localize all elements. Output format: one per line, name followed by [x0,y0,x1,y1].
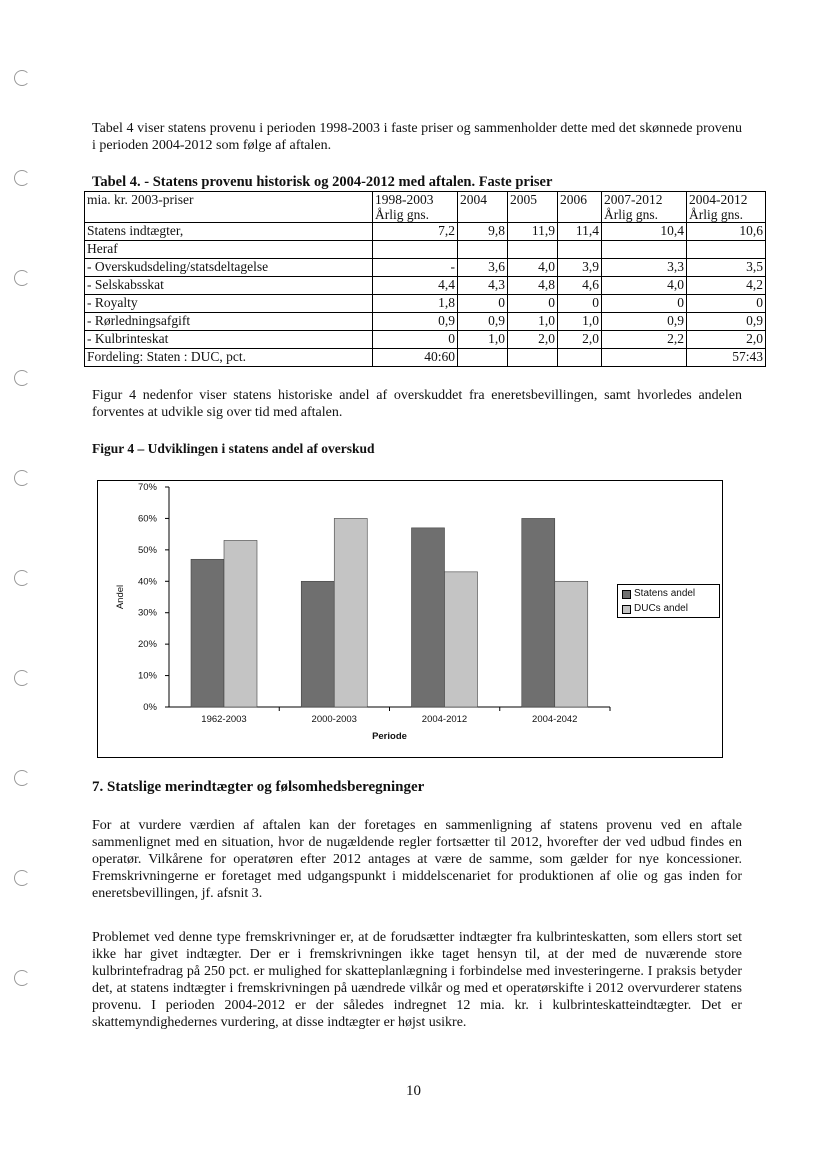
table-cell: 9,8 [458,223,508,241]
bar-ducs-andel [445,572,478,707]
table-cell [508,241,558,259]
table-row [85,331,766,349]
table-cell: 0,9 [373,313,458,331]
legend-swatch-statens [622,590,631,599]
table-cell: 3,3 [602,259,687,277]
paragraph-4: Problemet ved denne type fremskrivninger er, at de forudsætter indtægter fra kulbrinteskatten, som ellers stort set ikke har givet indtægter. Der er i fremskrivningen ikke taget hensyn til, at der med de nuværende store kulbrintefradrag på 250 pct. er mulighed for skatteplanlægning i forbindelse med investeringerne. I praksis betyder det, at statens indtægter i fremskrivningen på uændrede vilkår og med et operatørskifte i 2012 overvurderer statens provenu. I perioden 2004-2012 er der således indregnet 12 mia. kr. i kulbrinteskatteindtægter. Det er skattemyndighedernes vurdering, at disse indtægter er højst usikre. [92,930,742,1030]
y-tick-label: 20% [137,639,157,651]
section-heading: 7. Statslige merindtægter og følsomhedsberegninger [92,779,425,795]
y-tick-label: 60% [137,513,157,525]
bar-statens-andel [522,518,555,707]
table-cell [558,349,602,367]
legend-item [622,603,719,615]
table-cell [687,241,766,259]
bar-ducs-andel [334,518,367,707]
page-number: 10 [406,1083,421,1099]
header-cell: mia. kr. 2003-priser [85,192,373,223]
table-cell: 4,0 [508,259,558,277]
table-cell: 3,9 [558,259,602,277]
y-axis-title: Andel [115,584,126,610]
table-cell [508,349,558,367]
table-cell: 1,0 [558,313,602,331]
y-tick-label: 40% [137,576,157,588]
row-label: - Kulbrinteskat [85,331,373,349]
table-cell: 40:60 [373,349,458,367]
table-cell [458,241,508,259]
row-label: Fordeling: Staten : DUC, pct. [85,349,373,367]
table-cell: 2,2 [602,331,687,349]
header-line: Årlig gns. [689,207,743,222]
header-line: 2007-2012 [604,192,663,207]
table-cell: 0 [687,295,766,313]
table-cell: 0,9 [458,313,508,331]
table-cell: 0 [602,295,687,313]
header-line: Årlig gns. [375,207,429,222]
table-cell: 7,2 [373,223,458,241]
header-cell [687,192,766,223]
table-cell: 2,0 [508,331,558,349]
table-cell: 0 [508,295,558,313]
intro-paragraph: Tabel 4 viser statens provenu i perioden 1998-2003 i faste priser og sammenholder dette med det skønnede provenu i perioden 2004-2012 som følge af aftalen. [92,121,742,153]
table-cell: 3,6 [458,259,508,277]
legend-label: DUCs andel [634,603,688,614]
table-row [85,259,766,277]
table-cell: 0,9 [687,313,766,331]
bar-ducs-andel [555,581,588,707]
table-title: Tabel 4. - Statens provenu historisk og 2004-2012 med aftalen. Faste priser [92,174,553,190]
y-tick-label: 70% [137,482,157,493]
legend-label: Statens andel [634,588,696,599]
table-header-row [85,192,766,223]
x-tick-label: 2004-2012 [421,714,468,725]
table-cell: 4,4 [373,277,458,295]
header-cell: 2006 [558,192,602,223]
table-cell [373,241,458,259]
paragraph-3: For at vurdere værdien af aftalen kan der foretages en sammenligning af statens provenu ved en aftale sammenlignet med en situation, hvor de nugældende regler fortsætter til 2012, hvorefter der ved udbud findes en operatør. Vilkårene for operatøren efter 2012 antages at være de samme, som gælder for nye koncessioner. Fremskrivningerne er foretaget med udgangspunkt i middelscenariet for produktionen af olie og gas inden for eneretsbevillingen, jf. afsnit 3. [92,818,742,901]
table-cell [558,241,602,259]
row-label: - Overskudsdeling/statsdeltagelse [85,259,373,277]
table-cell: 11,9 [508,223,558,241]
table-cell: 4,8 [508,277,558,295]
table-cell: 0 [558,295,602,313]
header-line: 2004-2012 [689,192,748,207]
row-label: Heraf [85,241,373,259]
header-cell [373,192,458,223]
bar-statens-andel [191,559,224,707]
chart-legend [617,584,720,618]
header-line: Årlig gns. [604,207,658,222]
header-cell: 2004 [458,192,508,223]
table-cell: 1,8 [373,295,458,313]
table-row [85,223,766,241]
chart-svg [98,481,722,757]
table-cell [602,241,687,259]
y-tick-label: 50% [137,544,157,556]
x-tick-label: 1962-2003 [201,714,247,725]
table-cell: 4,2 [687,277,766,295]
bar-statens-andel [412,528,445,707]
table-cell: 3,5 [687,259,766,277]
table-row [85,349,766,367]
table-cell: 4,0 [602,277,687,295]
header-cell: 2005 [508,192,558,223]
table-row [85,241,766,259]
table-cell: 0,9 [602,313,687,331]
table-cell: 4,6 [558,277,602,295]
table-row [85,277,766,295]
table-cell: 10,6 [687,223,766,241]
table-cell [458,349,508,367]
row-label: - Royalty [85,295,373,313]
row-label: - Rørledningsafgift [85,313,373,331]
revenue-table [84,191,766,367]
row-label: - Selskabsskat [85,277,373,295]
table-cell: 2,0 [687,331,766,349]
table-cell: 0 [373,331,458,349]
table-cell: 1,0 [458,331,508,349]
legend-swatch-ducs [622,605,631,614]
y-tick-label: 0% [143,702,157,713]
table-cell: 1,0 [508,313,558,331]
table-row [85,295,766,313]
x-tick-label: 2004-2042 [532,714,578,725]
bar-ducs-andel [224,540,257,707]
figure-paragraph: Figur 4 nedenfor viser statens historiske andel af overskuddet fra eneretsbevillingen, samt hvorledes andelen forventes at udvikle sig over tid med aftalen. [92,388,742,420]
table-cell: 11,4 [558,223,602,241]
y-tick-label: 30% [137,607,157,619]
table-row [85,313,766,331]
table-cell: - [373,259,458,277]
header-cell [602,192,687,223]
legend-item [622,588,719,600]
bar-chart [97,480,723,758]
table-cell: 4,3 [458,277,508,295]
header-line: 1998-2003 [375,192,434,207]
table-cell: 0 [458,295,508,313]
row-label: Statens indtægter, [85,223,373,241]
table-cell: 10,4 [602,223,687,241]
x-axis-title: Periode [372,731,407,742]
table-cell [602,349,687,367]
table-cell: 2,0 [558,331,602,349]
bar-statens-andel [301,581,334,707]
table-cell: 57:43 [687,349,766,367]
y-tick-label: 10% [137,670,157,682]
x-tick-label: 2000-2003 [311,714,357,725]
figure-title: Figur 4 – Udviklingen i statens andel af overskud [92,441,375,456]
